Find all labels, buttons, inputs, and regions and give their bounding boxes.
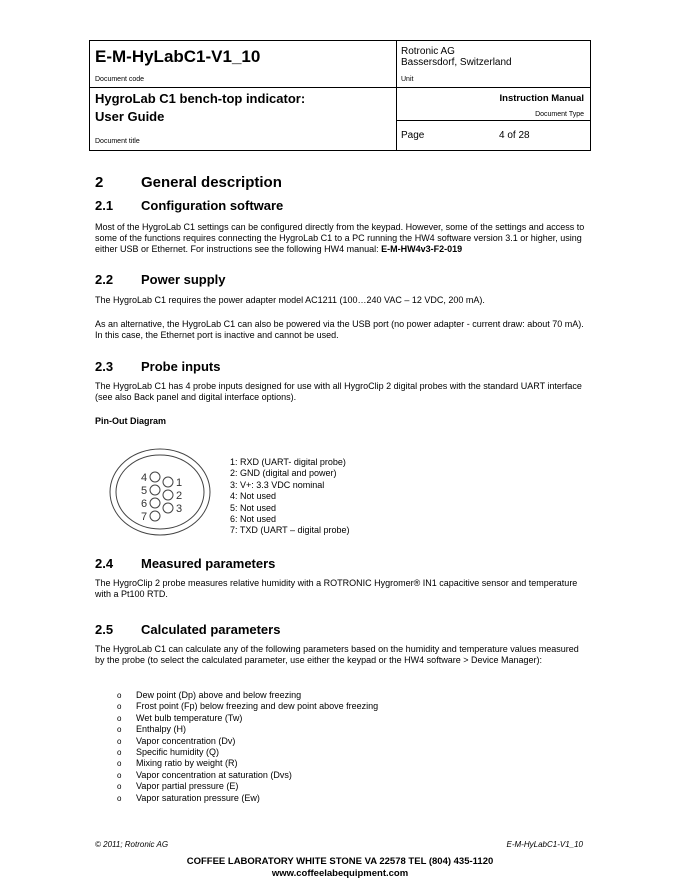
pin-5 <box>150 485 160 495</box>
page-value: 4 of 28 <box>499 130 530 141</box>
pin-6 <box>150 498 160 508</box>
pin-7 <box>150 511 160 521</box>
connector-pinout-diagram <box>108 447 212 537</box>
document-code: E-M-HyLabC1-V1_10 <box>95 47 261 66</box>
section-2-1-heading: 2.1 Configuration software <box>95 198 284 213</box>
document-type-label: Document Type <box>535 111 584 118</box>
pin-item: 2: GND (digital and power) <box>230 468 337 479</box>
pin-item: 7: TXD (UART – digital probe) <box>230 525 350 536</box>
document-title-line1: HygroLab C1 bench-top indicator: <box>95 91 306 106</box>
pin-label-1: 1 <box>176 477 183 489</box>
pin-label-3: 3 <box>176 503 183 515</box>
pin-item: 3: V+: 3.3 VDC nominal <box>230 479 325 490</box>
document-code-label: Document code <box>95 76 145 83</box>
list-item: o Mixing ratio by weight (R) <box>117 758 238 769</box>
pin-item: 1: RXD (UART- digital probe) <box>230 457 346 467</box>
section-2-5-heading: 2.5 Calculated parameters <box>95 622 281 637</box>
section-2-heading: 2 General description <box>95 174 282 191</box>
section-2-3-heading: 2.3 Probe inputs <box>95 359 221 374</box>
pin-item: 5: Not used <box>230 502 277 513</box>
company-name: Rotronic AG <box>401 46 455 57</box>
pin-label-7: 7 <box>141 511 148 523</box>
section-2-2-body-2: As an alternative, the HygroLab C1 can also be powered via the USB port (no power adapter - current draw: about 70 mA). In this case, the Ethernet port is inactive and cannot be used. <box>95 319 584 340</box>
pin-label-6: 6 <box>141 498 148 510</box>
page-label: Page <box>401 130 425 141</box>
document-type: Instruction Manual <box>499 93 584 104</box>
pin-2 <box>163 490 173 500</box>
pinout-title: Pin-Out Diagram <box>95 416 167 426</box>
section-2-4-heading: 2.4 Measured parameters <box>95 556 276 571</box>
pin-label-2: 2 <box>176 490 183 502</box>
pin-label-4: 4 <box>141 472 148 484</box>
list-item: o Vapor concentration (Dv) <box>117 735 236 746</box>
company-location: Bassersdorf, Switzerland <box>401 57 512 68</box>
document-title-line2: User Guide <box>95 109 165 124</box>
footer-copyright: © 2011; Rotronic AG <box>95 840 169 849</box>
document-header-table <box>89 40 591 151</box>
stamp-website: www.coffeelabequipment.com <box>271 868 409 879</box>
section-2-1-body: Most of the HygroLab C1 settings can be configured directly from the keypad. However, some of the settings and access to some of the functions requires connecting the HygroLab C1 to a PC running the HW4 software version 3.1 or higher, using either USB or Ethernet. For instructions see the following HW4 manual: E-M-HW4v3-F2-019 <box>95 222 585 254</box>
section-2-2-heading: 2.2 Power supply <box>95 272 226 287</box>
pin-list <box>230 457 350 537</box>
unit-label: Unit <box>401 76 414 83</box>
pin-label-5: 5 <box>141 485 148 497</box>
pin-item: 4: Not used <box>230 491 277 502</box>
pin-item: 6: Not used <box>230 514 277 525</box>
section-2-4-body: The HygroClip 2 probe measures relative humidity with a ROTRONIC Hygromer® IN1 capacitive sensor and temperature with a Pt100 RTD. <box>95 578 578 599</box>
calculated-parameters-list <box>117 690 379 804</box>
list-item: o Enthalpy (H) <box>117 724 187 735</box>
section-2-5-body: The HygroLab C1 can calculate any of the following parameters based on the humidity and temperature values measured by the probe (to select the calculated parameter, use either the keypad or the HW4 software > Device Manager): <box>95 644 579 665</box>
stamp-address: COFFEE LABORATORY WHITE STONE VA 22578 TEL (804) 435-1120 <box>186 856 494 867</box>
section-2-3-body: The HygroLab C1 has 4 probe inputs designed for use with all HygroClip 2 digital probes with the standard UART interface (see also Back panel and digital interface options). <box>95 381 582 402</box>
pin-1 <box>163 477 173 487</box>
list-item: o Frost point (Fp) below freezing and dew point above freezing <box>117 701 379 712</box>
document-title-label: Document title <box>95 138 140 145</box>
list-item: o Vapor saturation pressure (Ew) <box>117 792 260 803</box>
list-item: o Specific humidity (Q) <box>117 747 220 758</box>
list-item: o Dew point (Dp) above and below freezing <box>117 690 302 700</box>
list-item: o Wet bulb temperature (Tw) <box>117 712 243 723</box>
list-item: o Vapor partial pressure (E) <box>117 781 239 792</box>
section-2-2-body-1: The HygroLab C1 requires the power adapter model AC1211 (100…240 VAC – 12 VDC, 200 mA). <box>95 295 485 305</box>
pin-3 <box>163 503 173 513</box>
list-item: o Vapor concentration at saturation (Dvs) <box>117 769 292 780</box>
pin-4 <box>150 472 160 482</box>
footer-doc-code: E-M-HyLabC1-V1_10 <box>506 840 583 849</box>
